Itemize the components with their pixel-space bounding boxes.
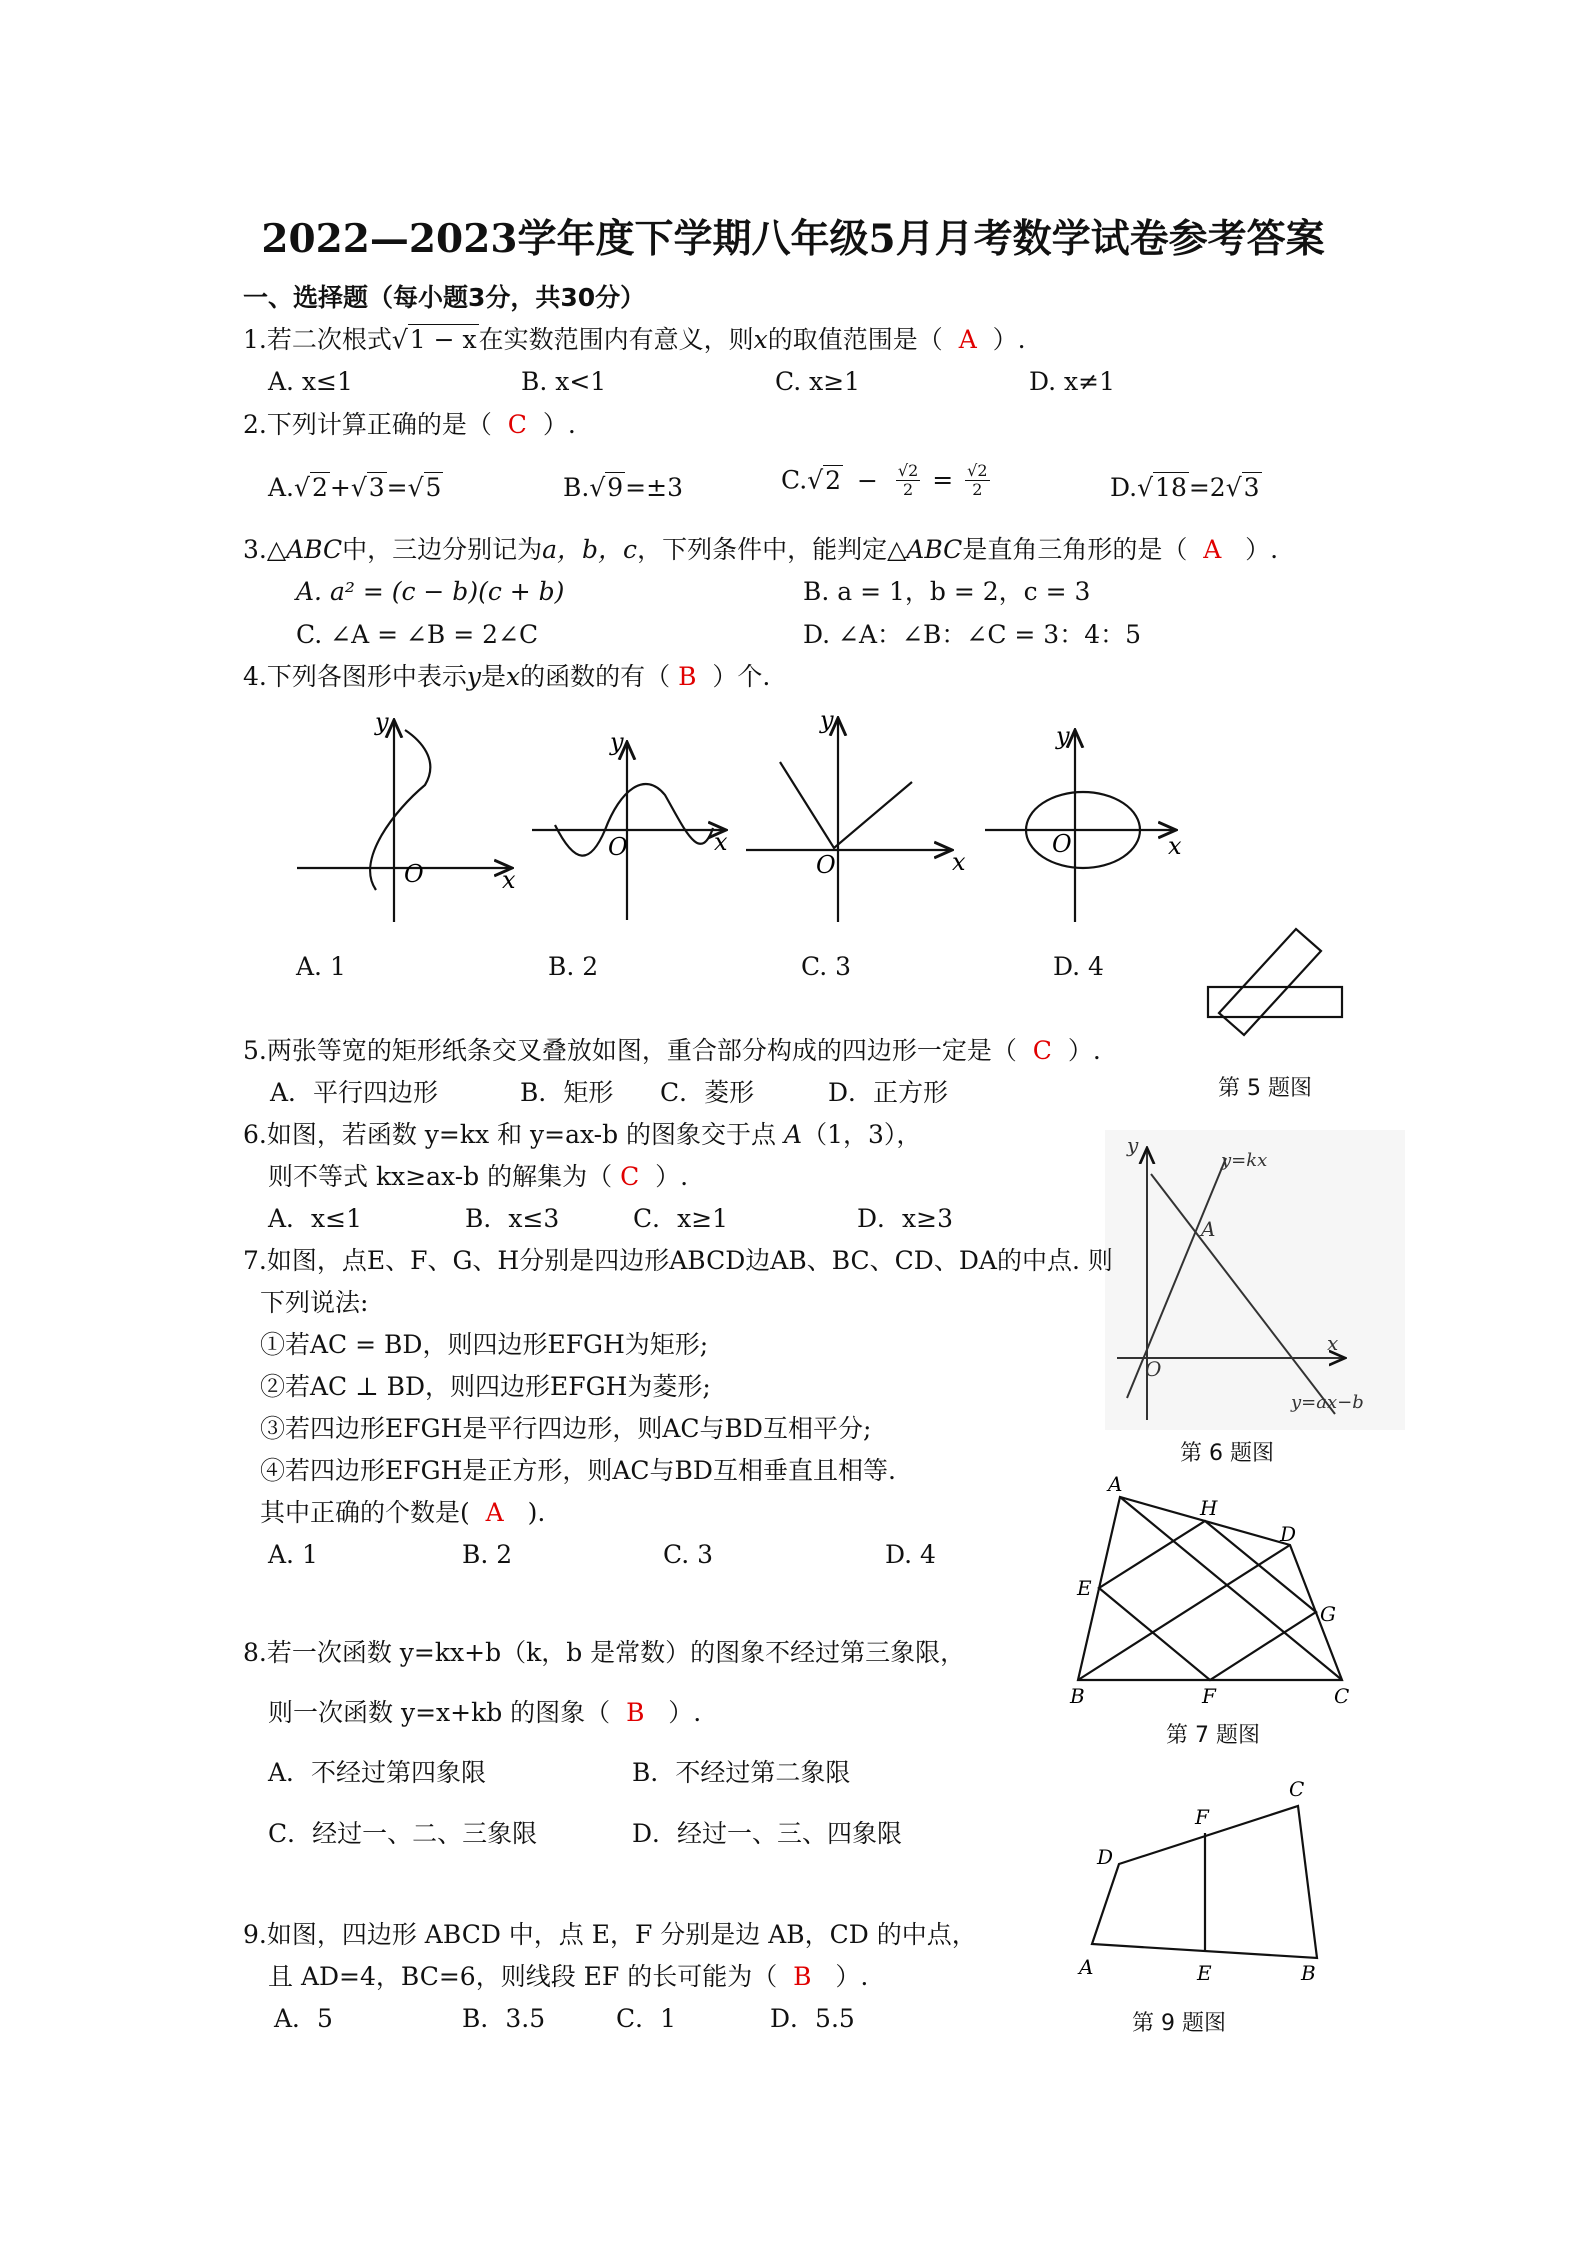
svg-text:y: y [1127,1133,1139,1157]
q7-answer: A [485,1498,504,1527]
svg-text:G: G [1320,1602,1336,1626]
q8-option-b: B．不经过第二象限 [632,1758,851,1787]
q5-option-c: C．菱形 [660,1078,755,1107]
q8-option-a: A．不经过第四象限 [268,1758,487,1787]
q7-option-b: B. 2 [462,1540,513,1569]
q9-line1: 9.如图，四边形 ABCD 中，点 E，F 分别是边 AB，CD 的中点， [243,1920,977,1949]
q5-option-d: D．正方形 [828,1078,949,1107]
q7-line2: 下列说法: [260,1288,369,1317]
q7-item-4: ④若四边形EFGH是正方形，则AC与BD互相垂直且相等. [260,1456,896,1485]
q3-stem: 3.△ABC中，三边分别记为a，b，c，下列条件中，能判定△ABC是直角三角形的是（ A ）. [243,535,1279,564]
q4-option-b: B. 2 [548,952,599,981]
q9-figure [1075,1778,1335,1998]
q6-option-a: A．x≤1 [268,1204,363,1233]
q2-option-a: A.√2+√3=√5 [268,473,442,502]
q2-option-b: B.√9=±3 [563,473,683,502]
q5-stem: 5.两张等宽的矩形纸条交叉叠放如图，重合部分构成的四边形一定是（ C ）. [243,1036,1101,1065]
q9-option-c: C．1 [616,2004,677,2033]
q9-answer: B [793,1962,812,1991]
q8-option-c: C．经过一、二、三象限 [268,1819,538,1848]
q6-figure [1105,1130,1405,1430]
q1-option-d: D. x≠1 [1029,367,1115,396]
q9-option-a: A．5 [274,2004,333,2033]
q1-option-c: C. x≥1 [775,367,861,396]
svg-text:y: y [375,708,389,736]
svg-text:O: O [816,851,836,879]
q8-line1: 8.若一次函数 y=kx+b（k，b 是常数）的图象不经过第三象限， [243,1638,966,1667]
q6-line2: 则不等式 kx≥ax-b 的解集为（ C ）. [268,1162,689,1191]
svg-text:F: F [1195,1805,1209,1829]
svg-text:O: O [404,860,424,888]
q4-option-c: C. 3 [801,952,852,981]
q2-answer: C [507,410,527,439]
svg-text:y: y [610,728,624,756]
q7-option-a: A. 1 [268,1540,318,1569]
svg-text:y: y [1056,722,1070,750]
q7-line-last: 其中正确的个数是( A ). [260,1498,546,1527]
q6-option-c: C．x≥1 [633,1204,729,1233]
q2-option-d: D.√18=2√3 [1110,473,1260,502]
svg-text:x: x [1327,1331,1339,1355]
q3-option-d: D. ∠A：∠B：∠C = 3：4：5 [803,620,1142,649]
graph-a [297,720,512,922]
svg-text:H: H [1200,1496,1218,1520]
svg-text:x: x [714,828,728,856]
svg-text:x: x [502,866,516,894]
q4-stem: 4.下列各图形中表示y是x的函数的有（ B ）个. [243,662,771,691]
q9-caption: 第 9 题图 [1132,2011,1226,2036]
svg-text:x: x [952,848,966,876]
graph-b [532,742,726,920]
svg-text:F: F [1202,1684,1216,1708]
q5-option-a: A．平行四边形 [270,1078,439,1107]
q3-option-b: B. a = 1，b = 2，c = 3 [803,577,1091,606]
svg-text:D: D [1097,1845,1114,1869]
svg-text:O: O [608,833,628,861]
q7-figure [1068,1472,1368,1715]
svg-text:B: B [1301,1961,1316,1985]
q2-option-c: C.√2 − $\frac{√2}{2}$ = $\frac{√2}{2}$ [781,461,988,499]
q1-answer: A [958,325,977,354]
svg-text:D: D [1280,1522,1297,1546]
q6-line1: 6.如图，若函数 y=kx 和 y=ax-b 的图象交于点 A（1，3）， [243,1120,922,1149]
q7-line1: 7.如图，点E、F、G、H分别是四边形ABCD边AB、BC、CD、DA的中点. 则 [243,1246,1113,1275]
q5-caption: 第 5 题图 [1218,1076,1312,1101]
q3-option-a: A. a² = (c − b)(c + b) [296,577,565,606]
q3-option-c: C. ∠A = ∠B = 2∠C [296,620,539,649]
section-heading: 一、选择题（每小题3分，共30分） [243,283,646,312]
svg-text:x: x [1168,832,1182,860]
q8-line2: 则一次函数 y=x+kb 的图象（ B ）. [268,1698,702,1727]
q8-option-d: D．经过一、三、四象限 [632,1819,903,1848]
q9-option-b: B．3.5 [462,2004,546,2033]
q4-graphs [0,700,1586,960]
q4-answer: B [678,662,697,691]
q1-option-b: B. x<1 [521,367,607,396]
svg-text:A: A [1108,1472,1123,1496]
q7-item-2: ②若AC ⊥ BD，则四边形EFGH为菱形; [260,1372,711,1401]
svg-text:A: A [1079,1955,1094,1979]
q1-stem: 1.若二次根式√1 − x在实数范围内有意义，则x的取值范围是（ A ）. [243,325,1026,354]
q7-option-c: C. 3 [663,1540,714,1569]
q4-option-a: A. 1 [296,952,346,981]
q7-item-3: ③若四边形EFGH是平行四边形，则AC与BD互相平分; [260,1414,872,1443]
q9-option-d: D．5.5 [770,2004,855,2033]
svg-text:y: y [820,706,834,734]
q3-answer: A [1203,535,1222,564]
q6-caption: 第 6 题图 [1180,1441,1274,1466]
svg-text:E: E [1197,1961,1212,1985]
q2-stem: 2.下列计算正确的是（ C ）. [243,410,576,439]
svg-text:E: E [1077,1576,1092,1600]
q5-answer: C [1032,1036,1052,1065]
page-title: 2022—2023学年度下学期八年级5月月考数学试卷参考答案 [261,216,1325,262]
svg-text:C: C [1289,1777,1305,1801]
q1-option-a: A. x≤1 [268,367,353,396]
q5-option-b: B．矩形 [520,1078,614,1107]
q6-option-d: D．x≥3 [857,1204,953,1233]
q7-option-d: D. 4 [885,1540,936,1569]
q8-answer: B [626,1698,645,1727]
svg-text:B: B [1070,1684,1085,1708]
q5-figure [1200,945,1360,1035]
graph-c [746,718,952,922]
graph-d [985,730,1176,922]
svg-text:y=ax−b: y=ax−b [1291,1392,1364,1413]
q7-item-1: ①若AC = BD，则四边形EFGH为矩形; [260,1330,709,1359]
svg-text:C: C [1334,1684,1350,1708]
svg-text:y=kx: y=kx [1221,1150,1268,1171]
q7-caption: 第 7 题图 [1166,1723,1260,1748]
q6-option-b: B．x≤3 [465,1204,560,1233]
q9-line2: 且 AD=4，BC=6，则线段 EF 的长可能为（ B ）. [268,1962,869,1991]
svg-text:O: O [1052,830,1072,858]
svg-text:A: A [1201,1217,1216,1241]
q4-option-d: D. 4 [1053,952,1104,981]
svg-text:O: O [1145,1357,1162,1381]
q6-answer: C [620,1162,640,1191]
